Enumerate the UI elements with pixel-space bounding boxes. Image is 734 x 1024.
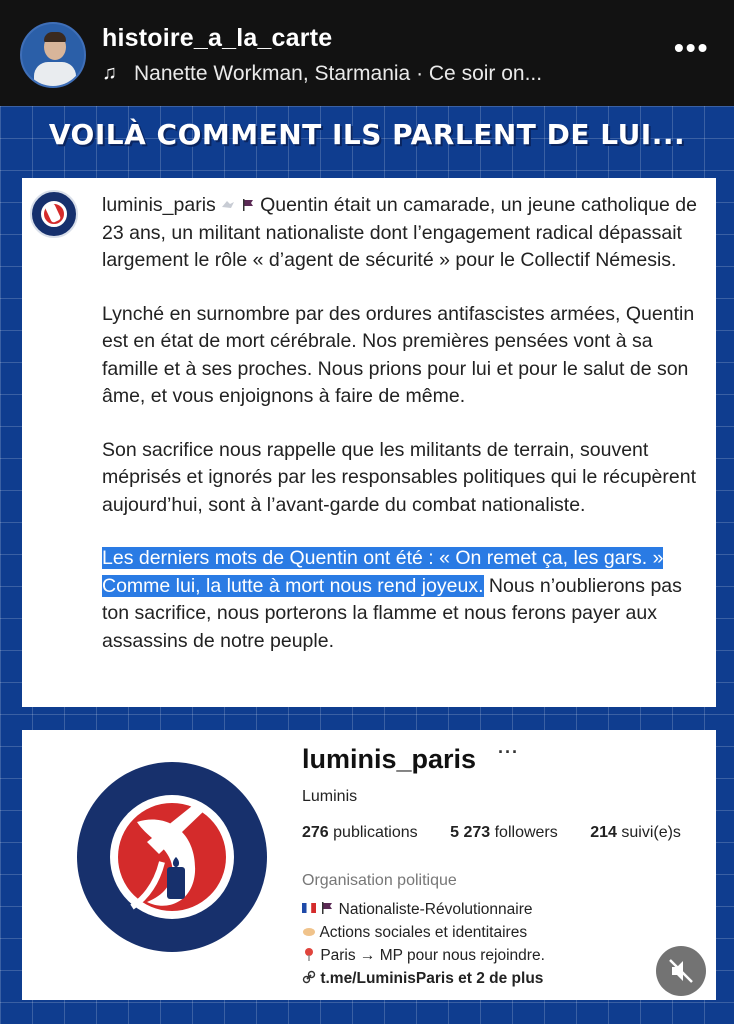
- profile-full-name: Luminis: [302, 788, 358, 805]
- mute-icon[interactable]: [656, 946, 706, 996]
- profile-bio: [302, 898, 545, 990]
- music-note-icon: ♫: [102, 62, 117, 84]
- flag-icon: [320, 901, 334, 915]
- song-label[interactable]: Nanette Workman, Starmania · Ce soir on...: [134, 62, 543, 85]
- luminis-logo-small: [30, 190, 78, 238]
- caption-paragraph-3: Son sacrifice nous rappelle que les militants de terrain, souvent méprisés et ignorés par les responsables politiques qui le récupèrent aujourd’hui, sont à l’avant-garde du combat nationaliste.: [102, 438, 696, 516]
- post-caption-card: [22, 178, 716, 707]
- account-avatar[interactable]: [20, 22, 86, 88]
- pin-icon: [302, 947, 316, 961]
- caption-paragraph-1: Quentin était un camarade, un jeune catholique de 23 ans, un militant nationaliste dont l’engagement radical dépassait largement le rôle « d’agent de sécurité » pour le Collectif Némesis.: [102, 194, 697, 271]
- link-icon: [302, 970, 316, 984]
- profile-category: Organisation politique: [302, 872, 457, 889]
- bio-line-2: Actions sociales et identitaires: [319, 924, 528, 941]
- story-header: [0, 0, 734, 106]
- caption-highlighted-text: Les derniers mots de Quentin ont été : « On remet ça, les gars. » Comme lui, la lutte à mort nous rend joyeux.: [102, 547, 664, 597]
- publications-stat[interactable]: 276 publications: [302, 824, 418, 841]
- caption-paragraph-2: Lynché en surnombre par des ordures antifascistes armées, Quentin est en état de mort cérébrale. Nos premières pensées vont à sa famille et à ses proches. Nous prions pour lui et pour le salut de son âme, et vous enjoignons à faire de même.: [102, 302, 695, 407]
- caption-paragraph-4-rest: Nous n’oublierons pas ton sacrifice, nous porterons la flamme et nous ferons payer aux assassins de notre peuple.: [102, 574, 682, 652]
- bio-link[interactable]: t.me/LuminisParis et 2 de plus: [320, 970, 544, 987]
- handshake-icon: [302, 924, 316, 938]
- profile-username[interactable]: luminis_paris: [302, 744, 477, 774]
- luminis-logo: [77, 762, 267, 952]
- flag-icon: [241, 198, 255, 212]
- following-stat[interactable]: 214 suivi(e)s: [590, 824, 681, 841]
- more-options-icon[interactable]: •••: [674, 32, 710, 63]
- bio-line-3: Paris → MP pour nous rejoindre.: [320, 947, 545, 964]
- profile-stats: [302, 824, 709, 842]
- dove-icon: [221, 198, 235, 212]
- profile-card: [22, 730, 716, 1000]
- bio-line-1: Nationaliste-Révolutionnaire: [338, 901, 533, 918]
- caption-account: luminis_paris: [102, 194, 216, 216]
- followers-stat[interactable]: 5 273 followers: [450, 824, 558, 841]
- story-headline: VOILÀ COMMENT ILS PARLENT DE LUI...: [48, 118, 686, 151]
- profile-more-icon[interactable]: ···: [498, 742, 519, 762]
- account-username[interactable]: histoire_a_la_carte: [102, 24, 333, 52]
- post-caption: [102, 192, 706, 681]
- french-flag-icon: [302, 901, 316, 915]
